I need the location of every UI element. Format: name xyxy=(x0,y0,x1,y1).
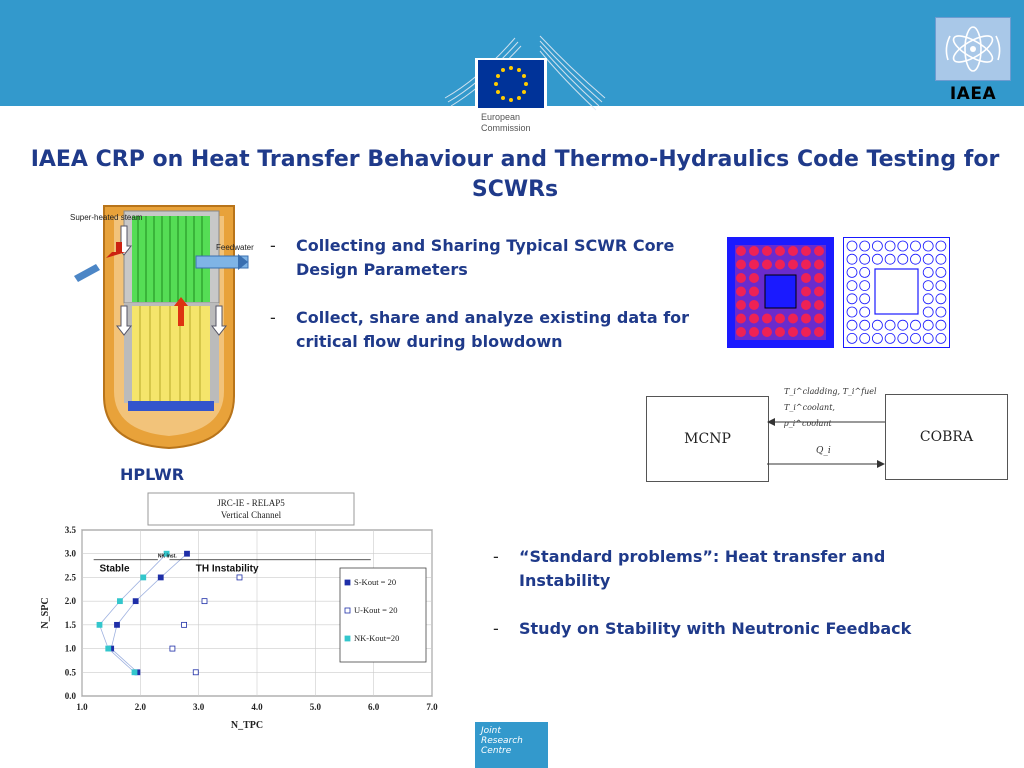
bullet-item xyxy=(493,545,913,593)
lattice-cell xyxy=(885,254,895,264)
lattice-cell xyxy=(847,307,857,317)
fuel-pin xyxy=(775,327,785,337)
jrc-line1: Joint xyxy=(481,726,501,736)
fuel-pin xyxy=(801,287,811,297)
fuel-pin xyxy=(749,314,759,324)
bottom-bullet-list xyxy=(493,545,913,665)
lattice-cell xyxy=(936,241,946,251)
legend-label: S-Kout = 20 xyxy=(354,577,397,587)
stable-annotation: Stable xyxy=(99,563,130,575)
bullet-item xyxy=(270,234,700,282)
lattice-cell xyxy=(923,267,933,277)
fuel-pin xyxy=(801,273,811,283)
bullet-text: Collecting and Sharing Typical SCWR Core Design Parameters xyxy=(296,236,675,279)
bullet-item xyxy=(493,617,913,641)
y-tick-label: 0.0 xyxy=(64,691,76,701)
fuel-pin xyxy=(736,287,746,297)
lattice-cell xyxy=(860,254,870,264)
data-point xyxy=(158,575,163,580)
fuel-pin xyxy=(814,300,824,310)
fuel-pin xyxy=(775,314,785,324)
fuel-pin xyxy=(775,246,785,256)
lattice-cell xyxy=(885,333,895,343)
chart-title-line1: JRC-IE - RELAP5 xyxy=(217,498,285,508)
nk-instability-annotation: NK inst. xyxy=(157,553,177,560)
bullet-item xyxy=(270,306,700,354)
data-point xyxy=(202,599,207,604)
lattice-cell xyxy=(936,267,946,277)
data-point xyxy=(132,670,137,675)
fuel-pin xyxy=(736,273,746,283)
fuel-pin xyxy=(814,260,824,270)
jrc-line2: Research xyxy=(481,736,523,746)
fuel-pin xyxy=(775,260,785,270)
data-point xyxy=(133,599,138,604)
fuel-pin xyxy=(762,246,772,256)
y-axis-label: N_SPC xyxy=(40,597,51,629)
lattice-cell xyxy=(911,320,921,330)
fuel-pin xyxy=(736,300,746,310)
lattice-cell xyxy=(847,320,857,330)
x-tick-label: 3.0 xyxy=(193,702,205,712)
lattice-cell xyxy=(847,241,857,251)
data-point xyxy=(141,575,146,580)
lattice-cell xyxy=(885,241,895,251)
lattice-cell xyxy=(923,241,933,251)
jrc-logo xyxy=(475,722,548,768)
lattice-cell xyxy=(923,307,933,317)
lattice-cell xyxy=(923,320,933,330)
chart-title-line2: Vertical Channel xyxy=(220,510,282,520)
hplwr-label: HPLWR xyxy=(120,465,185,484)
fuel-pin xyxy=(749,287,759,297)
bullet-dash: - xyxy=(270,308,276,327)
fuel-pin xyxy=(762,314,772,324)
fuel-pin xyxy=(736,327,746,337)
lattice-cell xyxy=(936,281,946,291)
fuel-pin xyxy=(736,260,746,270)
lattice-cell xyxy=(847,267,857,277)
data-point xyxy=(106,646,111,651)
fuel-pin xyxy=(801,246,811,256)
y-tick-label: 1.5 xyxy=(64,619,76,630)
lattice-numbered-image xyxy=(843,237,950,348)
x-tick-label: 4.0 xyxy=(251,702,263,712)
feedwater-annotation: Feedwater xyxy=(216,243,254,252)
lattice-cell xyxy=(936,254,946,264)
lattice-cell xyxy=(872,320,882,330)
lattice-cell xyxy=(847,333,857,343)
x-axis-label: N_TPC xyxy=(230,720,264,731)
fuel-lattice-image xyxy=(727,237,834,348)
fuel-pin xyxy=(749,327,759,337)
ec-logo-line2: Commission xyxy=(481,123,531,133)
fuel-pin xyxy=(801,260,811,270)
european-commission-logo xyxy=(440,28,610,140)
lattice-cell xyxy=(860,320,870,330)
mcnp-box: MCNP xyxy=(646,396,769,482)
lattice-cell xyxy=(923,333,933,343)
cobra-box: COBRA xyxy=(885,394,1008,480)
lattice-cell xyxy=(847,281,857,291)
bullet-dash: - xyxy=(493,547,499,566)
legend-marker xyxy=(345,580,350,585)
lattice-cell xyxy=(911,241,921,251)
code-coupling-diagram xyxy=(646,380,1008,482)
lattice-cell xyxy=(898,333,908,343)
iaea-label: IAEA xyxy=(949,84,997,104)
coupling-bottom-label: Q_i xyxy=(816,446,831,456)
lattice-cell xyxy=(872,333,882,343)
legend-marker xyxy=(345,636,350,641)
x-tick-label: 7.0 xyxy=(426,702,438,712)
lattice-cell xyxy=(847,294,857,304)
fuel-pin xyxy=(736,314,746,324)
fuel-pin xyxy=(736,246,746,256)
stability-chart xyxy=(34,492,450,740)
fuel-pin xyxy=(749,260,759,270)
fuel-pin xyxy=(814,246,824,256)
lattice-cell xyxy=(860,307,870,317)
fuel-pin xyxy=(814,327,824,337)
data-point xyxy=(117,599,122,604)
fuel-pin xyxy=(749,273,759,283)
lattice-cell xyxy=(860,294,870,304)
fuel-pin xyxy=(749,246,759,256)
lattice-cell xyxy=(936,320,946,330)
top-bullet-list xyxy=(270,234,700,378)
fuel-pin xyxy=(801,314,811,324)
fuel-pin xyxy=(814,273,824,283)
lattice-cell xyxy=(860,241,870,251)
lattice-cell xyxy=(898,254,908,264)
data-point xyxy=(170,646,175,651)
y-tick-label: 0.5 xyxy=(64,667,76,678)
y-tick-label: 2.0 xyxy=(64,596,76,607)
y-tick-label: 3.0 xyxy=(64,548,76,559)
data-point xyxy=(115,622,120,627)
slide-title: IAEA CRP on Heat Transfer Behaviour and Thermo-Hydraulics Code Testing for SCWRs xyxy=(30,147,1000,202)
fuel-pin xyxy=(801,327,811,337)
lattice-cell xyxy=(923,254,933,264)
lattice-cell xyxy=(923,294,933,304)
fuel-pin xyxy=(749,300,759,310)
instability-annotation: TH Instability xyxy=(195,563,259,575)
lattice-cell xyxy=(898,320,908,330)
bullet-text: “Standard problems”: Heat transfer and Instability xyxy=(519,547,886,590)
legend-label: U-Kout = 20 xyxy=(354,605,398,615)
coupling-top-label-line2: T_i^coolant, ρ_i^coolant xyxy=(784,403,835,428)
iaea-emblem-icon xyxy=(935,17,1011,81)
coupling-top-label-line1: T_i^cladding, T_i^fuel xyxy=(784,387,877,396)
fuel-pin xyxy=(814,287,824,297)
ec-logo-line1: European xyxy=(481,112,521,122)
hplwr-reactor-diagram xyxy=(66,176,266,458)
bullet-text: Study on Stability with Neutronic Feedback xyxy=(519,619,912,638)
data-point xyxy=(97,622,102,627)
lattice-cell xyxy=(860,333,870,343)
coupling-top-label xyxy=(784,384,884,432)
lattice-cell xyxy=(923,281,933,291)
data-point xyxy=(193,670,198,675)
legend-marker xyxy=(345,608,350,613)
fuel-pin xyxy=(788,246,798,256)
lattice-cell xyxy=(936,307,946,317)
data-point xyxy=(182,622,187,627)
bullet-dash: - xyxy=(270,236,276,255)
steam-annotation: Super-heated steam xyxy=(70,213,143,222)
fuel-pin xyxy=(814,314,824,324)
lattice-cell xyxy=(872,241,882,251)
lattice-cell xyxy=(860,281,870,291)
lattice-cell xyxy=(860,267,870,277)
x-tick-label: 5.0 xyxy=(309,702,321,712)
y-tick-label: 1.0 xyxy=(64,643,76,654)
fuel-pin xyxy=(788,314,798,324)
bullet-text: Collect, share and analyze existing data for critical flow during blowdown xyxy=(296,308,690,351)
jrc-line3: Centre xyxy=(481,746,512,756)
lattice-cell xyxy=(936,294,946,304)
x-tick-label: 6.0 xyxy=(368,702,380,712)
lattice-cell xyxy=(911,254,921,264)
fuel-pin xyxy=(762,327,772,337)
x-tick-label: 1.0 xyxy=(76,702,88,712)
lattice-cell xyxy=(911,333,921,343)
x-tick-label: 2.0 xyxy=(134,702,146,712)
fuel-pin xyxy=(788,327,798,337)
legend-label: NK-Kout=20 xyxy=(354,633,400,643)
lattice-cell xyxy=(898,241,908,251)
lattice-cell xyxy=(872,254,882,264)
lattice-cell xyxy=(885,320,895,330)
y-tick-label: 2.5 xyxy=(64,572,76,583)
lattice-cell xyxy=(936,333,946,343)
y-tick-label: 3.5 xyxy=(64,525,76,535)
fuel-pin xyxy=(762,260,772,270)
lattice-cell xyxy=(847,254,857,264)
fuel-pin xyxy=(788,260,798,270)
data-point xyxy=(237,575,242,580)
bullet-dash: - xyxy=(493,619,499,638)
data-point xyxy=(185,551,190,556)
fuel-pin xyxy=(801,300,811,310)
